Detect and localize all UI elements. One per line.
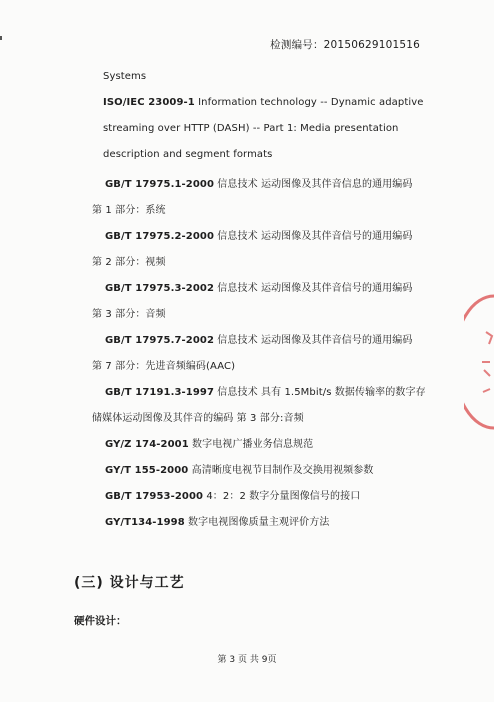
- reference-line: [105, 331, 412, 346]
- reference-code: GY/T134-1998: [105, 517, 185, 528]
- reference-code: GB/T 17975.2-2000: [105, 231, 215, 242]
- reference-line: [92, 409, 304, 424]
- reference-code: GB/T 17975.7-2002: [105, 335, 215, 346]
- reference-text: 信息技术 运动图像及其伴音信息的通用编码: [214, 179, 413, 190]
- reference-text: 第 2 部分：视频: [92, 257, 166, 268]
- section-subtitle: 硬件设计：: [74, 615, 127, 627]
- reference-line: [92, 357, 235, 372]
- reference-text: 第 3 部分：音频: [92, 309, 166, 320]
- reference-line: [103, 149, 273, 160]
- scan-mark: [0, 36, 2, 40]
- reference-code: ISO/IEC 23009-1: [103, 97, 195, 108]
- inspection-number: 检测编号：20150629101516: [270, 39, 420, 51]
- reference-line: [105, 435, 313, 450]
- reference-text: 第 1 部分：系统: [92, 205, 166, 216]
- reference-line: [92, 253, 166, 268]
- reference-text: Systems: [103, 71, 147, 82]
- reference-code: GB/T 17191.3-1997: [105, 387, 215, 398]
- reference-text: 信息技术 具有 1.5Mbit/s 数据传输率的数字存: [214, 387, 426, 398]
- reference-text: 信息技术 运动图像及其伴音信号的通用编码: [214, 231, 413, 242]
- reference-text: 4：2：2 数字分量图像信号的接口: [203, 491, 361, 502]
- reference-text: description and segment formats: [103, 149, 273, 160]
- reference-line: [92, 201, 166, 216]
- reference-text: 数字电视广播业务信息规范: [188, 439, 314, 450]
- reference-text: 信息技术 运动图像及其伴音信号的通用编码: [214, 335, 413, 346]
- reference-code: GB/T 17975.3-2002: [105, 283, 215, 294]
- reference-line: [105, 175, 412, 190]
- reference-text: 高清晰度电视节目制作及交换用视频参数: [188, 465, 374, 476]
- reference-line: [92, 305, 166, 320]
- reference-line: [105, 227, 412, 242]
- reference-line: [105, 487, 360, 502]
- reference-text: 信息技术 运动图像及其伴音信号的通用编码: [214, 283, 413, 294]
- reference-text: 数字电视图像质量主观评价方法: [184, 517, 330, 528]
- reference-text: 储媒体运动图像及其伴音的编码 第 3 部分:音频: [92, 413, 304, 424]
- reference-line: [103, 123, 398, 134]
- reference-text: streaming over HTTP (DASH) -- Part 1: Media presentation: [103, 123, 399, 134]
- section-title: (三) 设计与工艺: [74, 575, 185, 591]
- reference-code: GB/T 17975.1-2000: [105, 179, 215, 190]
- red-seal-stamp: [464, 292, 494, 432]
- reference-line: [103, 71, 146, 82]
- reference-code: GY/Z 174-2001: [105, 439, 189, 450]
- reference-line: [103, 97, 424, 108]
- reference-line: [105, 461, 373, 476]
- reference-code: GY/T 155-2000: [105, 465, 189, 476]
- reference-code: GB/T 17953-2000: [105, 491, 204, 502]
- reference-text: 第 7 部分：先进音频编码(AAC): [92, 361, 236, 372]
- page-footer: 第 3 页 共 9页: [217, 655, 277, 665]
- reference-line: [105, 513, 329, 528]
- reference-text: Information technology -- Dynamic adaptive: [194, 97, 424, 108]
- reference-line: [105, 383, 426, 398]
- reference-line: [105, 279, 412, 294]
